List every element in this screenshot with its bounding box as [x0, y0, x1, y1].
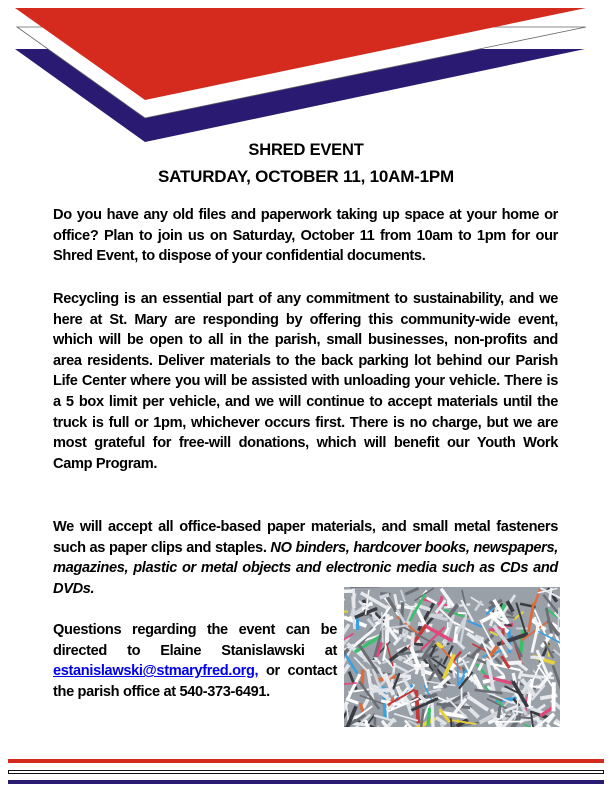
- chevron-banner: [0, 0, 612, 150]
- footer-blue-stripe: [8, 780, 604, 784]
- recycling-paragraph: Recycling is an essential part of any commitment to sustainability, and we here at St. Mary are responding by offering this community-wide event, which will be open to all in the parish, small businesses, non-profits and area residents. Deliver materials to the back parking lot behind our Parish Life Center where you will be assisted with unloading your vehicle. There is a 5 box limit per vehicle, and we will continue to accept materials until the truck is full or 1pm, whichever occurs first. There is no charge, but we are most grateful for free-will donations, which will benefit our Youth Work Camp Program.: [53, 291, 558, 472]
- accepted-materials-text: We will accept all office-based paper materials, and small metal fasteners such as paper clips and staples.: [53, 519, 558, 556]
- contact-paragraph: [53, 620, 337, 702]
- email-link[interactable]: estanislawski@stmaryfred.org,: [53, 663, 259, 680]
- intro-paragraph: Do you have any old files and paperwork taking up space at your home or office? Plan to join us on Saturday, October 11 from 10am to 1pm for our Shred Event, to dispose of your confidential documents.: [53, 207, 558, 265]
- contact-text: Questions regarding the event can be directed to Elaine Stanislawski at: [53, 622, 337, 659]
- event-date-time: SATURDAY, OCTOBER 11, 10AM-1PM: [158, 167, 454, 186]
- contact-phone-text: or contact the parish office at 540-373-6491.: [53, 663, 337, 700]
- footer-red-stripe: [8, 759, 604, 763]
- page-title: SHRED EVENT: [248, 141, 364, 159]
- shredded-paper-image: [344, 587, 560, 727]
- excluded-materials-text: NO binders, hardcover books, newspapers, magazines, plastic or metal objects and electronic media such as CDs and DVDs.: [53, 539, 558, 597]
- footer-white-stripe: [8, 770, 604, 774]
